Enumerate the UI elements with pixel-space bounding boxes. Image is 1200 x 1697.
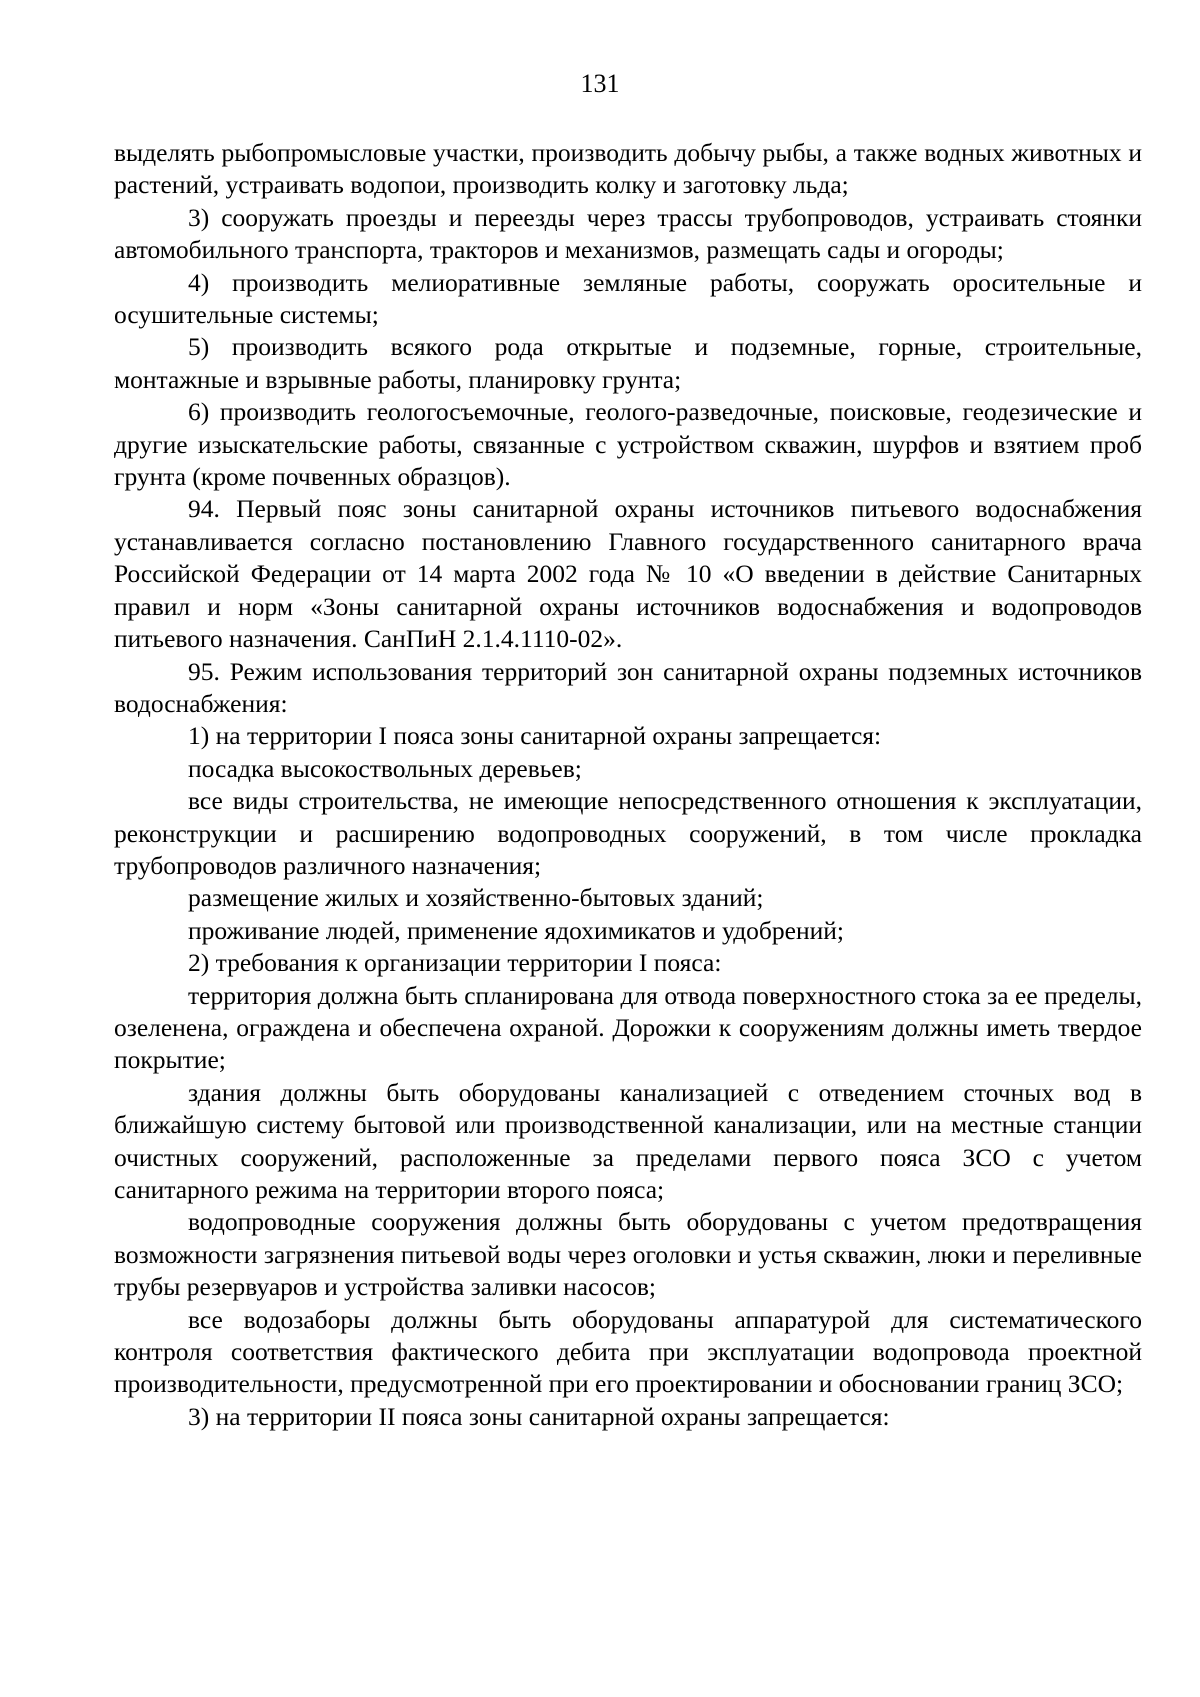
- paragraph-restriction: посадка высокоствольных деревьев;: [188, 753, 582, 783]
- paragraph-section-95: 95. Режим использования территорий зон санитарной охраны подземных источников водоснабжения:: [114, 656, 1142, 718]
- paragraph-item-5: 5) производить всякого рода открытые и подземные, горные, строительные, монтажные и взрывные работы, планировку грунта;: [114, 332, 1142, 394]
- document-body: [114, 137, 1142, 1433]
- paragraph-section-94: 94. Первый пояс зоны санитарной охраны источников питьевого водоснабжения устанавливается согласно постановлению Главного государственного санитарного врача Российской Федерации от 14 марта 2002 года № 10 «О введении в действие Санитарных правил и норм «Зоны санитарной охраны источников водоснабжения и водопроводов питьевого назначения. СанПиН 2.1.4.1110-02».: [114, 494, 1142, 654]
- paragraph-requirement: территория должна быть спланирована для отвода поверхностного стока за ее пределы, озеленена, ограждена и обеспечена охраной. Дорожки к сооружениям должны иметь твердое покрытие;: [114, 980, 1142, 1075]
- page-number: 131: [580, 69, 620, 98]
- paragraph-subitem-2: 2) требования к организации территории I пояса:: [188, 948, 722, 978]
- paragraph-continuation: выделять рыбопромысловые участки, производить добычу рыбы, а также водных животных и растений, устраивать водопои, производить колку и заготовку льда;: [114, 138, 1142, 200]
- paragraph-requirement: водопроводные сооружения должны быть оборудованы с учетом предотвращения возможности загрязнения питьевой воды через оголовки и устья скважин, люки и переливные трубы резервуаров и устройства заливки насосов;: [114, 1207, 1142, 1302]
- paragraph-requirement: здания должны быть оборудованы канализацией с отведением сточных вод в ближайшую систему бытовой или производственной канализации, или на местные станции очистных сооружений, расположенные за пределами первого пояса ЗСО с учетом санитарного режима на территории второго пояса;: [114, 1077, 1142, 1204]
- paragraph-subitem-1: 1) на территории I пояса зоны санитарной охраны запрещается:: [188, 721, 882, 751]
- paragraph-restriction: размещение жилых и хозяйственно-бытовых зданий;: [188, 883, 764, 913]
- paragraph-item-3: 3) сооружать проезды и переезды через трассы трубопроводов, устраивать стоянки автомобильного транспорта, тракторов и механизмов, размещать сады и огороды;: [114, 202, 1142, 265]
- paragraph-requirement: все водозаборы должны быть оборудованы аппаратурой для систематического контроля соответствия фактического дебита при эксплуатации водопровода проектной производительности, предусмотренной при его проектировании и обосновании границ ЗСО;: [114, 1304, 1142, 1399]
- paragraph-item-4: 4) производить мелиоративные земляные работы, сооружать оросительные и осушительные системы;: [114, 267, 1142, 330]
- paragraph-restriction: проживание людей, применение ядохимикатов и удобрений;: [188, 915, 844, 945]
- paragraph-subitem-3: 3) на территории II пояса зоны санитарной охраны запрещается:: [188, 1401, 890, 1431]
- paragraph-item-6: 6) производить геологосъемочные, геолого-разведочные, поисковые, геодезические и другие изыскательские работы, связанные с устройством скважин, шурфов и взятием проб грунта (кроме почвенных образцов).: [114, 397, 1142, 492]
- paragraph-restriction: все виды строительства, не имеющие непосредственного отношения к эксплуатации, реконструкции и расширению водопроводных сооружений, в том числе прокладка трубопроводов различного назначения;: [114, 786, 1142, 880]
